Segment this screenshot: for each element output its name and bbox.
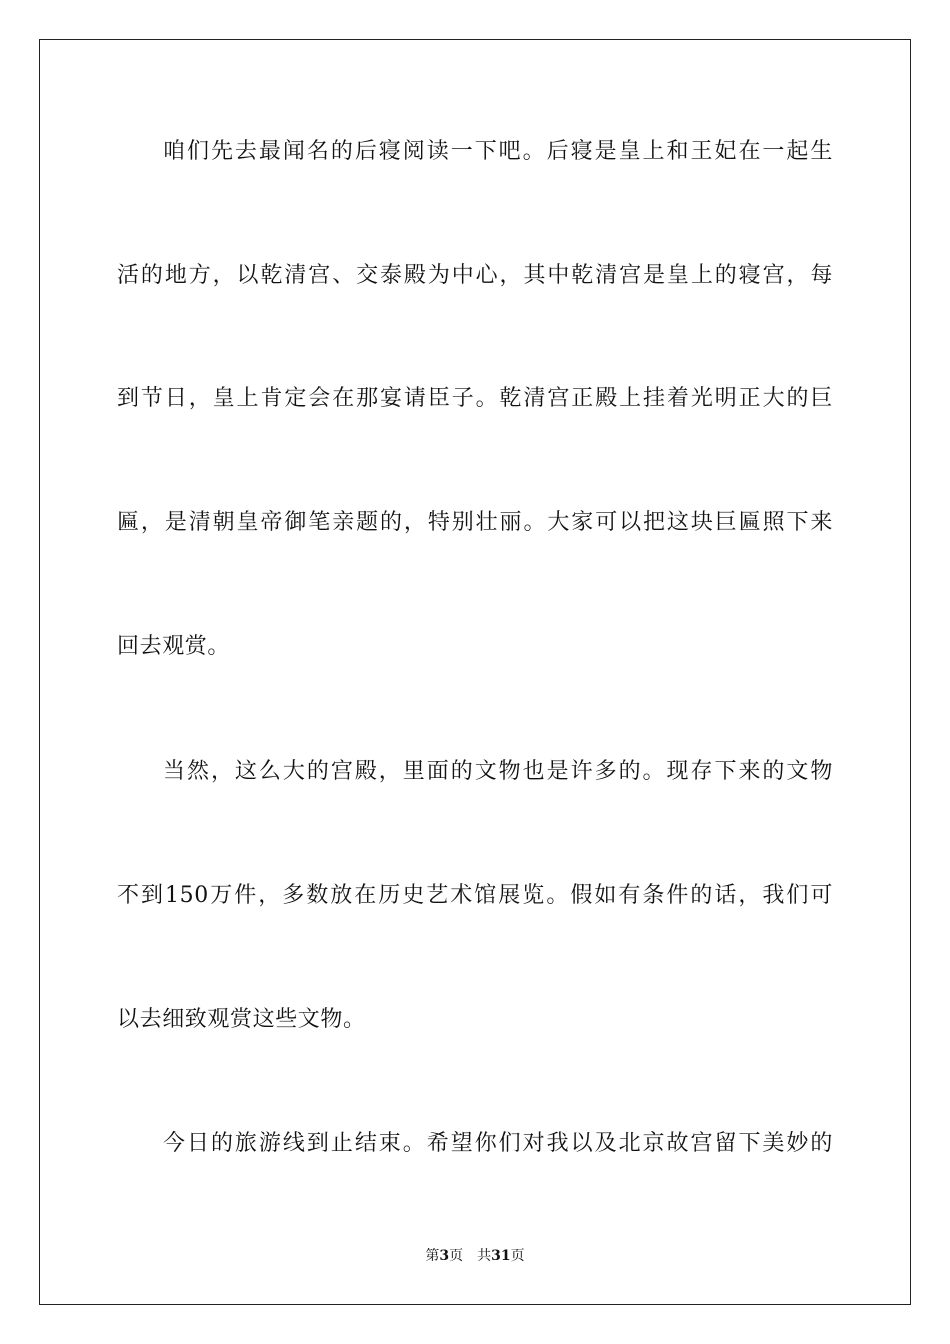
paragraph-1-line-1: 咱们先去最闻名的后寝阅读一下吧。后寝是皇上和王妃在一起生 xyxy=(163,139,833,164)
paragraph-1-line-3: 到节日，皇上肯定会在那宴请臣子。乾清宫正殿上挂着光明正大的巨 xyxy=(117,386,833,411)
paragraph-2-line-2: 不到150万件，多数放在历史艺术馆展览。假如有条件的话，我们可 xyxy=(117,883,833,908)
page-prefix: 第 xyxy=(425,1248,440,1264)
page-suffix: 页 xyxy=(449,1248,464,1264)
paragraph-2-line-1: 当然，这么大的宫殿，里面的文物也是许多的。现存下来的文物 xyxy=(163,759,833,784)
page-number: 3 xyxy=(439,1248,450,1264)
paragraph-1-line-2: 活的地方，以乾清宫、交泰殿为中心，其中乾清宫是皇上的寝宫，每 xyxy=(117,263,833,288)
total-prefix: 共 xyxy=(477,1248,492,1264)
total-pages: 31 xyxy=(491,1248,511,1264)
paragraph-1-line-5: 回去观赏。 xyxy=(117,634,231,659)
paragraph-3-line-1: 今日的旅游线到止结束。希望你们对我以及北京故宫留下美妙的 xyxy=(163,1131,833,1156)
paragraph-2-line-3: 以去细致观赏这些文物。 xyxy=(117,1007,366,1032)
page-footer xyxy=(0,1247,950,1265)
total-suffix: 页 xyxy=(510,1248,525,1264)
paragraph-1-line-4: 匾，是清朝皇帝御笔亲题的，特别壮丽。大家可以把这块巨匾照下来 xyxy=(117,510,833,535)
page-border xyxy=(39,39,911,1305)
